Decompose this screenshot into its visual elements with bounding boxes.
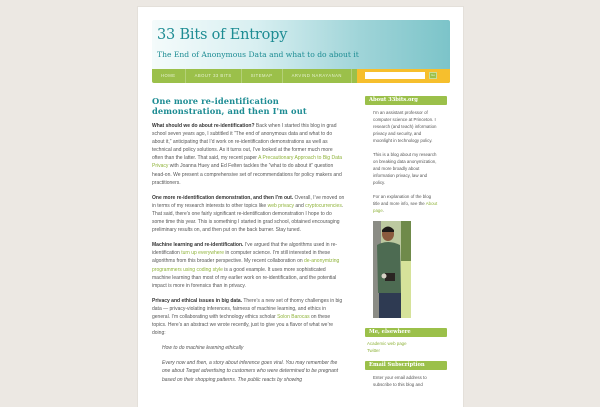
paragraph-text: . That said, there’s one fairly significant re-identification demonstration I hope to do some time this year. This is something I started in grad school, obtained encouraging preliminary results on, and then put on the back burner. Stay tuned.	[152, 202, 344, 234]
academic-web-page-link[interactable]: Academic web page	[367, 341, 407, 346]
page-container	[137, 6, 464, 407]
search-input[interactable]	[365, 72, 425, 79]
paragraph-text: Back when I started this blog in grad school seven years ago, I subtitled it “The end of anonymous data and what to do about it,” anticipating that I’d work on re-identification demonstrations as well as technical and policy solutions. As it turns out, I’ve looked at the former much more often than the latter. That said, my recent paper	[152, 123, 337, 162]
link-solon-barocas[interactable]: Solon Barocas	[277, 313, 310, 320]
post-paragraph	[152, 297, 345, 337]
email-subscription-text: Enter your email address to subscribe to this blog and	[373, 375, 427, 388]
link-precautionary-approach[interactable]: A Precautionary Approach to Big Data Privacy	[152, 155, 343, 170]
site-tagline: The End of Anonymous Data and what to do about it	[157, 50, 359, 59]
search-form	[357, 69, 450, 83]
paragraph-lead: Privacy and ethical issues in big data.	[152, 297, 243, 304]
about-text: I'm an assistant professor of computer science at Princeton. I research (and teach) information privacy and security, and moonlight in technology policy.	[373, 110, 437, 143]
widget-title-elsewhere: Me, elsewhere	[365, 328, 447, 337]
header-banner	[152, 20, 450, 69]
elsewhere-links	[365, 337, 447, 354]
paragraph-lead: One more re-identification demonstration, and then I’m out.	[152, 194, 294, 201]
nav-bar	[152, 69, 450, 83]
about-text: This is a blog about my research on breaking data anonymization, and more broadly about information privacy, law and policy.	[373, 152, 437, 185]
paragraph-lead: What should we do about re-identification?	[152, 123, 255, 129]
email-widget-body	[365, 370, 447, 388]
post-title[interactable]: One more re-identification demonstration, and then I'm out	[152, 96, 307, 116]
paragraph-text: on these topics. Here’s an abstract we wrote recently, just to give you a flavor of what we’re doing:	[152, 313, 334, 337]
paragraph-text: with Joanna Huey and Ed Felten tackles the “what to do about it” question head-on. We present a comprehensive set of recommendations for policy makers and practitioners.	[152, 163, 342, 186]
paragraph-text: I’ve argued that the algorithms used in re-identification	[152, 242, 338, 257]
link-turn-up-everywhere[interactable]: turn up everywhere	[181, 250, 224, 257]
author-photo-image	[373, 221, 411, 318]
paragraph-text: Overall, I’ve moved on in terms of my research interests to other topics like	[152, 194, 345, 209]
quote-title: How to do machine learning ethically	[162, 345, 244, 352]
paragraph-text: There’s a new set of thorny challenges in big data — privacy-violating inferences, fairness of machine learning, and ethics in general. I’m collaborating with technology ethics scholar	[152, 297, 343, 320]
nav-item-home[interactable]: HOME	[152, 69, 186, 83]
nav-item-sitemap[interactable]: SITEMAP	[242, 69, 283, 83]
link-web-privacy[interactable]: web privacy	[267, 202, 295, 209]
link-cryptocurrencies[interactable]: cryptocurrencies	[305, 202, 342, 209]
post-paragraph	[152, 241, 345, 290]
twitter-link[interactable]: Twitter	[367, 347, 380, 353]
link-deanonymizing-programmers[interactable]: de-anonymizing programmers using coding style	[152, 258, 340, 273]
widget-title-about: About 33bits.org	[365, 96, 447, 105]
sidebar	[365, 96, 447, 395]
paragraph-lead: Machine learning and re-identification.	[152, 242, 244, 249]
about-text-span: For an explanation of the blog title and more info, see the	[373, 194, 432, 206]
about-text-span: .	[382, 208, 385, 213]
post-content	[152, 96, 345, 391]
about-page-link[interactable]: About page	[373, 201, 438, 213]
search-go-button[interactable]: Go	[430, 73, 435, 77]
post-paragraph	[152, 194, 345, 234]
site-title[interactable]: 33 Bits of Entropy	[157, 27, 288, 43]
about-text	[373, 193, 439, 214]
nav-item-about[interactable]: ABOUT 33 BITS	[186, 69, 242, 83]
quote-body: Every now and then, a story about inference goes viral. You may remember the one about Target advertising to customers who were determined to be pregnant based on their shopping patterns. The public reacts by showing	[162, 360, 339, 383]
paragraph-text: is a good example. It uses more sophisticated machine learning than most of my earlier work on re-identification, and the potential impact is more in forensics than in privacy.	[152, 266, 337, 289]
about-widget-body	[365, 105, 447, 318]
author-photo	[373, 221, 411, 318]
paragraph-text: and	[294, 202, 306, 209]
paragraph-text: in computer science. I’m still interested in these algorithms from this broader perspective. My recent collaboration on	[152, 250, 331, 265]
widget-title-email-subscription: Email Subscription	[365, 361, 447, 370]
post-paragraph	[152, 122, 345, 187]
nav-item-arvind-narayanan[interactable]: ARVIND NARAYANAN	[283, 69, 352, 83]
